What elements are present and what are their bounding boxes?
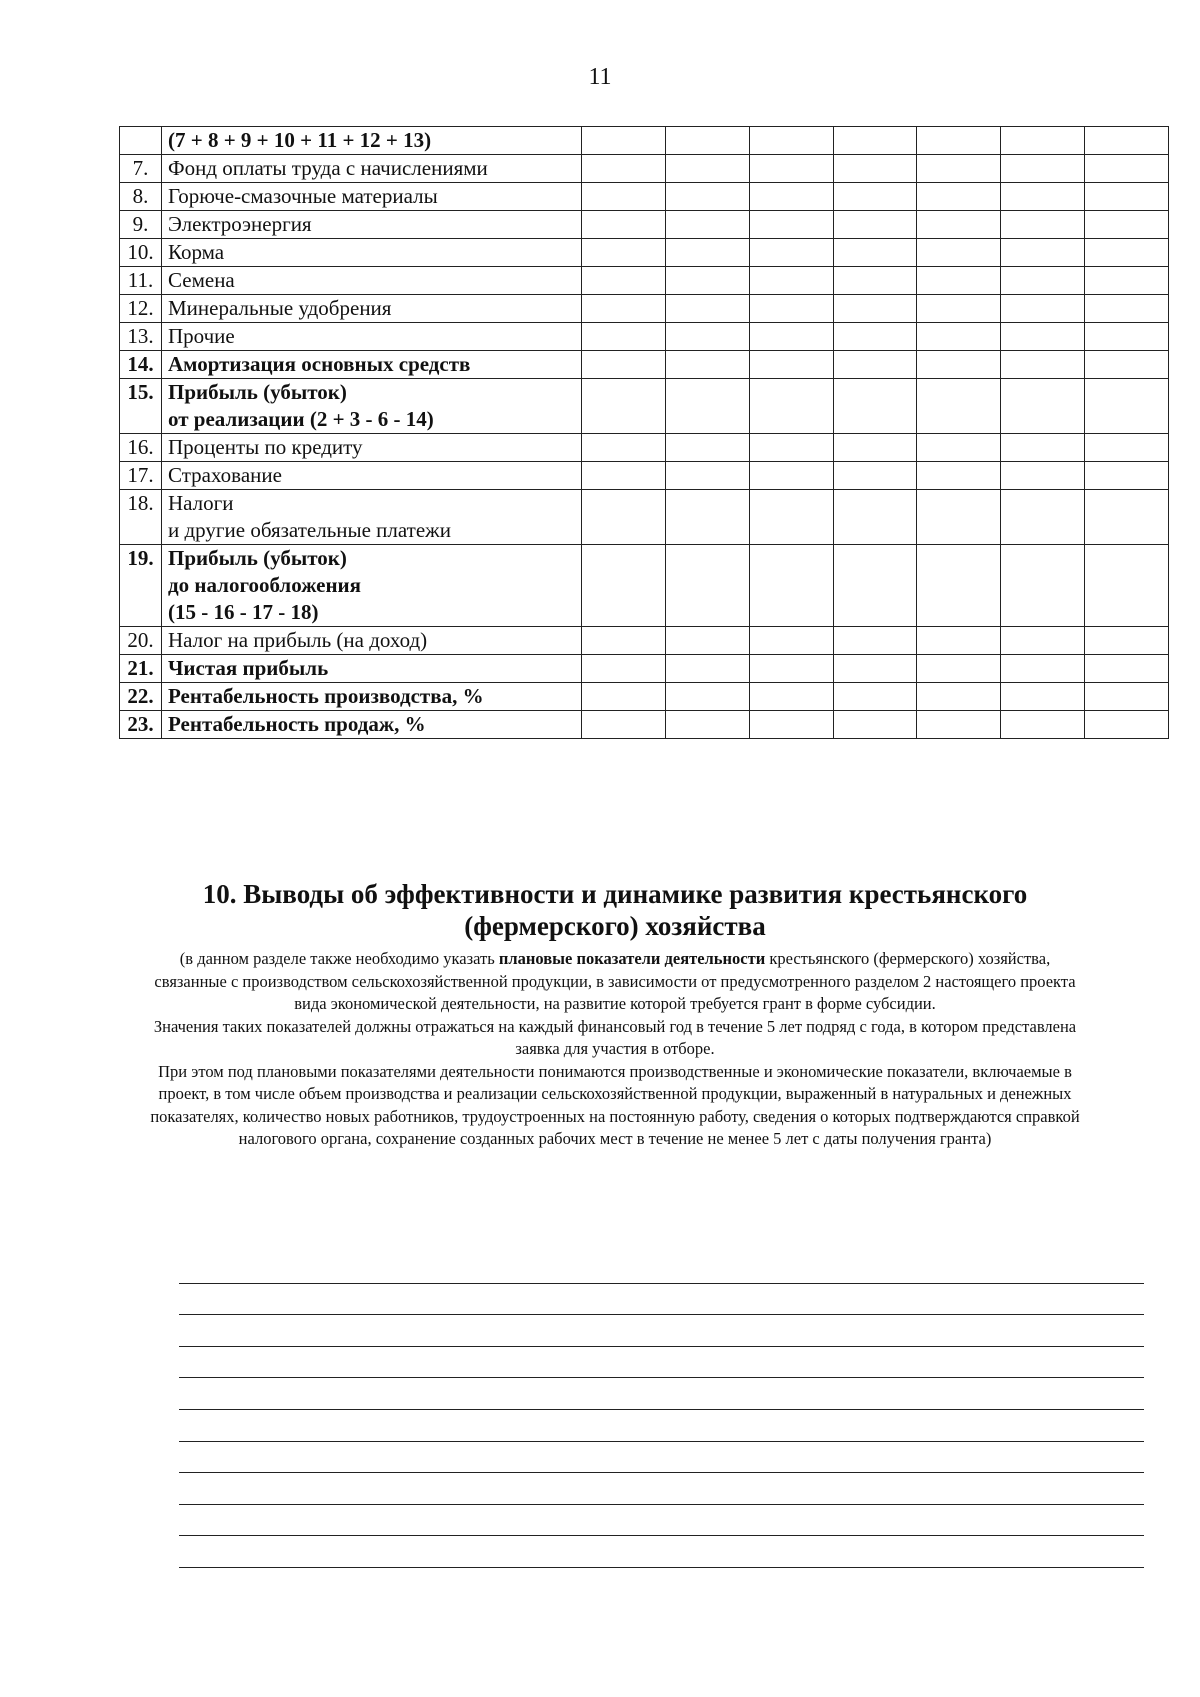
instructions-paragraph-1 <box>150 948 1080 1016</box>
row-label <box>162 683 582 711</box>
row-number: 8. <box>120 183 162 211</box>
row-number: 15. <box>120 379 162 434</box>
page-number: 11 <box>588 64 612 90</box>
value-cell[interactable] <box>833 655 917 683</box>
row-label-line: Горюче-смазочные материалы <box>168 184 438 208</box>
row-number <box>120 127 162 155</box>
table-row <box>120 127 1169 155</box>
value-cell[interactable] <box>833 183 917 211</box>
value-cell[interactable] <box>1085 627 1169 655</box>
value-cell[interactable] <box>582 323 666 351</box>
row-label <box>162 711 582 739</box>
value-cell[interactable] <box>917 545 1001 627</box>
value-cell[interactable] <box>1001 711 1085 739</box>
value-cell[interactable] <box>665 462 749 490</box>
row-label-line: (15 - 16 - 17 - 18) <box>168 600 319 624</box>
row-label-line: Рентабельность производства, % <box>168 684 484 708</box>
table-row <box>120 155 1169 183</box>
value-cell[interactable] <box>917 239 1001 267</box>
value-cell[interactable] <box>582 155 666 183</box>
value-cell[interactable] <box>665 379 749 434</box>
section-instructions <box>150 948 1080 1151</box>
value-cell[interactable] <box>1085 434 1169 462</box>
table-row <box>120 655 1169 683</box>
value-cell[interactable] <box>917 211 1001 239</box>
row-label <box>162 462 582 490</box>
value-cell[interactable] <box>665 434 749 462</box>
row-number: 17. <box>120 462 162 490</box>
value-cell[interactable] <box>749 711 833 739</box>
value-cell[interactable] <box>917 379 1001 434</box>
row-label-line: Амортизация основных средств <box>168 352 471 376</box>
value-cell[interactable] <box>1085 155 1169 183</box>
row-label-line: Проценты по кредиту <box>168 435 363 459</box>
table-row <box>120 627 1169 655</box>
answer-line[interactable] <box>179 1378 1144 1410</box>
row-label <box>162 323 582 351</box>
value-cell[interactable] <box>749 183 833 211</box>
row-label <box>162 490 582 545</box>
value-cell[interactable] <box>749 295 833 323</box>
value-cell[interactable] <box>749 683 833 711</box>
row-number: 14. <box>120 351 162 379</box>
value-cell[interactable] <box>1001 462 1085 490</box>
value-cell[interactable] <box>749 462 833 490</box>
value-cell[interactable] <box>582 490 666 545</box>
value-cell[interactable] <box>582 379 666 434</box>
value-cell[interactable] <box>833 239 917 267</box>
value-cell[interactable] <box>917 351 1001 379</box>
row-label-line: Семена <box>168 268 235 292</box>
row-number: 20. <box>120 627 162 655</box>
value-cell[interactable] <box>1001 211 1085 239</box>
value-cell[interactable] <box>749 434 833 462</box>
value-cell[interactable] <box>665 267 749 295</box>
row-number: 12. <box>120 295 162 323</box>
value-cell[interactable] <box>1085 711 1169 739</box>
section-10 <box>150 878 1080 1151</box>
row-label-line: (7 + 8 + 9 + 10 + 11 + 12 + 13) <box>168 128 432 152</box>
value-cell[interactable] <box>1001 351 1085 379</box>
table-row <box>120 267 1169 295</box>
value-cell[interactable] <box>1001 183 1085 211</box>
value-cell[interactable] <box>665 323 749 351</box>
row-label <box>162 211 582 239</box>
table-row <box>120 434 1169 462</box>
value-cell[interactable] <box>917 683 1001 711</box>
value-cell[interactable] <box>1001 434 1085 462</box>
row-label-line: и другие обязательные платежи <box>168 518 451 542</box>
answer-line[interactable] <box>179 1252 1144 1284</box>
value-cell[interactable] <box>833 545 917 627</box>
value-cell[interactable] <box>1085 267 1169 295</box>
row-label <box>162 351 582 379</box>
row-label <box>162 379 582 434</box>
value-cell[interactable] <box>1001 127 1085 155</box>
answer-line[interactable] <box>179 1473 1144 1505</box>
row-label-line: Страхование <box>168 463 282 487</box>
value-cell[interactable] <box>749 127 833 155</box>
value-cell[interactable] <box>1001 683 1085 711</box>
answer-line[interactable] <box>179 1442 1144 1474</box>
value-cell[interactable] <box>582 211 666 239</box>
value-cell[interactable] <box>917 462 1001 490</box>
value-cell[interactable] <box>665 683 749 711</box>
row-label <box>162 627 582 655</box>
table-row <box>120 295 1169 323</box>
row-number: 13. <box>120 323 162 351</box>
row-label <box>162 155 582 183</box>
value-cell[interactable] <box>582 683 666 711</box>
value-cell[interactable] <box>917 267 1001 295</box>
table-row <box>120 711 1169 739</box>
value-cell[interactable] <box>1085 379 1169 434</box>
value-cell[interactable] <box>582 351 666 379</box>
row-label-line: Чистая прибыль <box>168 656 329 680</box>
value-cell[interactable] <box>582 434 666 462</box>
value-cell[interactable] <box>833 323 917 351</box>
value-cell[interactable] <box>1085 323 1169 351</box>
value-cell[interactable] <box>1085 127 1169 155</box>
value-cell[interactable] <box>582 627 666 655</box>
table-row <box>120 239 1169 267</box>
value-cell[interactable] <box>833 711 917 739</box>
table-row <box>120 490 1169 545</box>
answer-line[interactable] <box>179 1536 1144 1568</box>
value-cell[interactable] <box>582 545 666 627</box>
value-cell[interactable] <box>749 211 833 239</box>
value-cell[interactable] <box>917 295 1001 323</box>
instructions-text: (в данном разделе также необходимо указать <box>179 949 499 968</box>
value-cell[interactable] <box>833 683 917 711</box>
value-cell[interactable] <box>1001 379 1085 434</box>
value-cell[interactable] <box>665 127 749 155</box>
table-row <box>120 462 1169 490</box>
row-number: 16. <box>120 434 162 462</box>
value-cell[interactable] <box>917 655 1001 683</box>
value-cell[interactable] <box>833 490 917 545</box>
value-cell[interactable] <box>1001 155 1085 183</box>
value-cell[interactable] <box>833 295 917 323</box>
value-cell[interactable] <box>1085 490 1169 545</box>
row-number: 23. <box>120 711 162 739</box>
value-cell[interactable] <box>582 267 666 295</box>
value-cell[interactable] <box>1001 490 1085 545</box>
value-cell[interactable] <box>917 434 1001 462</box>
answer-lines <box>179 1252 1144 1568</box>
table-row <box>120 211 1169 239</box>
value-cell[interactable] <box>1001 655 1085 683</box>
row-label <box>162 295 582 323</box>
value-cell[interactable] <box>582 711 666 739</box>
value-cell[interactable] <box>1001 295 1085 323</box>
value-cell[interactable] <box>833 462 917 490</box>
value-cell[interactable] <box>665 627 749 655</box>
value-cell[interactable] <box>833 155 917 183</box>
value-cell[interactable] <box>1001 239 1085 267</box>
instructions-emphasis: плановые показатели деятельности <box>498 949 766 968</box>
row-label <box>162 183 582 211</box>
value-cell[interactable] <box>1001 267 1085 295</box>
row-label <box>162 545 582 627</box>
row-label-line: Электроэнергия <box>168 212 312 236</box>
value-cell[interactable] <box>582 462 666 490</box>
row-label <box>162 655 582 683</box>
value-cell[interactable] <box>749 323 833 351</box>
value-cell[interactable] <box>749 155 833 183</box>
row-number: 19. <box>120 545 162 627</box>
instructions-paragraph-2: Значения таких показателей должны отражаться на каждый финансовый год в течение 5 лет подряд с года, в котором представлена заявка для участия в отборе. <box>153 1016 1077 1058</box>
value-cell[interactable] <box>1001 323 1085 351</box>
value-cell[interactable] <box>833 627 917 655</box>
row-label <box>162 434 582 462</box>
answer-line[interactable] <box>179 1505 1144 1537</box>
table-row <box>120 545 1169 627</box>
row-number: 21. <box>120 655 162 683</box>
value-cell[interactable] <box>1085 211 1169 239</box>
value-cell[interactable] <box>917 183 1001 211</box>
value-cell[interactable] <box>665 155 749 183</box>
row-number: 11. <box>120 267 162 295</box>
value-cell[interactable] <box>917 627 1001 655</box>
table-row <box>120 683 1169 711</box>
instructions-text: крестьянского (фермерского) хозяйства, связанные с производством сельскохозяйственной продукции, в зависимости от предусмотренного разделом 2 настоящего проекта вида экономической деятельности, на развитие которой требуется грант в форме субсидии. <box>154 949 1076 1013</box>
value-cell[interactable] <box>749 655 833 683</box>
row-number: 7. <box>120 155 162 183</box>
value-cell[interactable] <box>749 351 833 379</box>
row-label-line: Прибыль (убыток) <box>168 380 347 404</box>
value-cell[interactable] <box>1001 627 1085 655</box>
answer-line[interactable] <box>179 1315 1144 1347</box>
value-cell[interactable] <box>917 155 1001 183</box>
value-cell[interactable] <box>917 323 1001 351</box>
section-title <box>150 878 1080 942</box>
row-label-line: Прибыль (убыток) <box>168 546 347 570</box>
row-label <box>162 127 582 155</box>
row-number: 18. <box>120 490 162 545</box>
value-cell[interactable] <box>665 490 749 545</box>
answer-line[interactable] <box>179 1284 1144 1316</box>
financial-indicators-table <box>119 126 1169 739</box>
table-row <box>120 351 1169 379</box>
row-label-line: Налог на прибыль (на доход) <box>168 628 428 652</box>
row-label-line: Корма <box>168 240 225 264</box>
answer-line[interactable] <box>179 1410 1144 1442</box>
row-label-line: Налоги <box>168 491 234 515</box>
table-row <box>120 379 1169 434</box>
value-cell[interactable] <box>1085 183 1169 211</box>
value-cell[interactable] <box>749 267 833 295</box>
answer-line[interactable] <box>179 1347 1144 1379</box>
value-cell[interactable] <box>582 295 666 323</box>
value-cell[interactable] <box>833 351 917 379</box>
value-cell[interactable] <box>917 127 1001 155</box>
value-cell[interactable] <box>833 267 917 295</box>
value-cell[interactable] <box>665 655 749 683</box>
value-cell[interactable] <box>917 711 1001 739</box>
value-cell[interactable] <box>665 183 749 211</box>
value-cell[interactable] <box>1085 545 1169 627</box>
value-cell[interactable] <box>749 379 833 434</box>
row-label-line: Рентабельность продаж, % <box>168 712 426 736</box>
value-cell[interactable] <box>665 211 749 239</box>
value-cell[interactable] <box>1085 683 1169 711</box>
instructions-paragraph-3: При этом под плановыми показателями деятельности понимаются производственные и экономические показатели, включаемые в проект, в том числе объем производства и реализации сельскохозяйственной продукции, выраженный в натуральных и денежных показателях, количество новых работников, трудоустроенных на постоянную работу, сведения о которых подтверждаются справкой налогового органа, сохранение созданных рабочих мест в течение не менее 5 лет с даты получения гранта) <box>150 1061 1080 1148</box>
row-label-line: до налогообложения <box>168 573 362 597</box>
value-cell[interactable] <box>1085 462 1169 490</box>
value-cell[interactable] <box>749 545 833 627</box>
value-cell[interactable] <box>582 183 666 211</box>
value-cell[interactable] <box>665 239 749 267</box>
value-cell[interactable] <box>833 379 917 434</box>
value-cell[interactable] <box>833 434 917 462</box>
row-label-line: от реализации (2 + 3 - 6 - 14) <box>168 407 434 431</box>
value-cell[interactable] <box>833 211 917 239</box>
row-label-line: Прочие <box>168 324 235 348</box>
value-cell[interactable] <box>665 545 749 627</box>
table-row <box>120 323 1169 351</box>
value-cell[interactable] <box>749 627 833 655</box>
section-title-line-2: (фермерского) хозяйства <box>464 911 766 941</box>
value-cell[interactable] <box>917 490 1001 545</box>
value-cell[interactable] <box>665 351 749 379</box>
row-label <box>162 267 582 295</box>
value-cell[interactable] <box>749 239 833 267</box>
value-cell[interactable] <box>1085 239 1169 267</box>
value-cell[interactable] <box>665 295 749 323</box>
value-cell[interactable] <box>1085 655 1169 683</box>
value-cell[interactable] <box>582 655 666 683</box>
row-number: 9. <box>120 211 162 239</box>
value-cell[interactable] <box>833 127 917 155</box>
row-label-line: Фонд оплаты труда с начислениями <box>168 156 488 180</box>
value-cell[interactable] <box>1001 545 1085 627</box>
value-cell[interactable] <box>665 711 749 739</box>
row-label <box>162 239 582 267</box>
value-cell[interactable] <box>1085 351 1169 379</box>
value-cell[interactable] <box>582 127 666 155</box>
value-cell[interactable] <box>582 239 666 267</box>
table-row <box>120 183 1169 211</box>
value-cell[interactable] <box>749 490 833 545</box>
row-number: 10. <box>120 239 162 267</box>
row-label-line: Минеральные удобрения <box>168 296 392 320</box>
row-number: 22. <box>120 683 162 711</box>
section-title-line-1: 10. Выводы об эффективности и динамике развития крестьянского <box>202 879 1028 909</box>
value-cell[interactable] <box>1085 295 1169 323</box>
